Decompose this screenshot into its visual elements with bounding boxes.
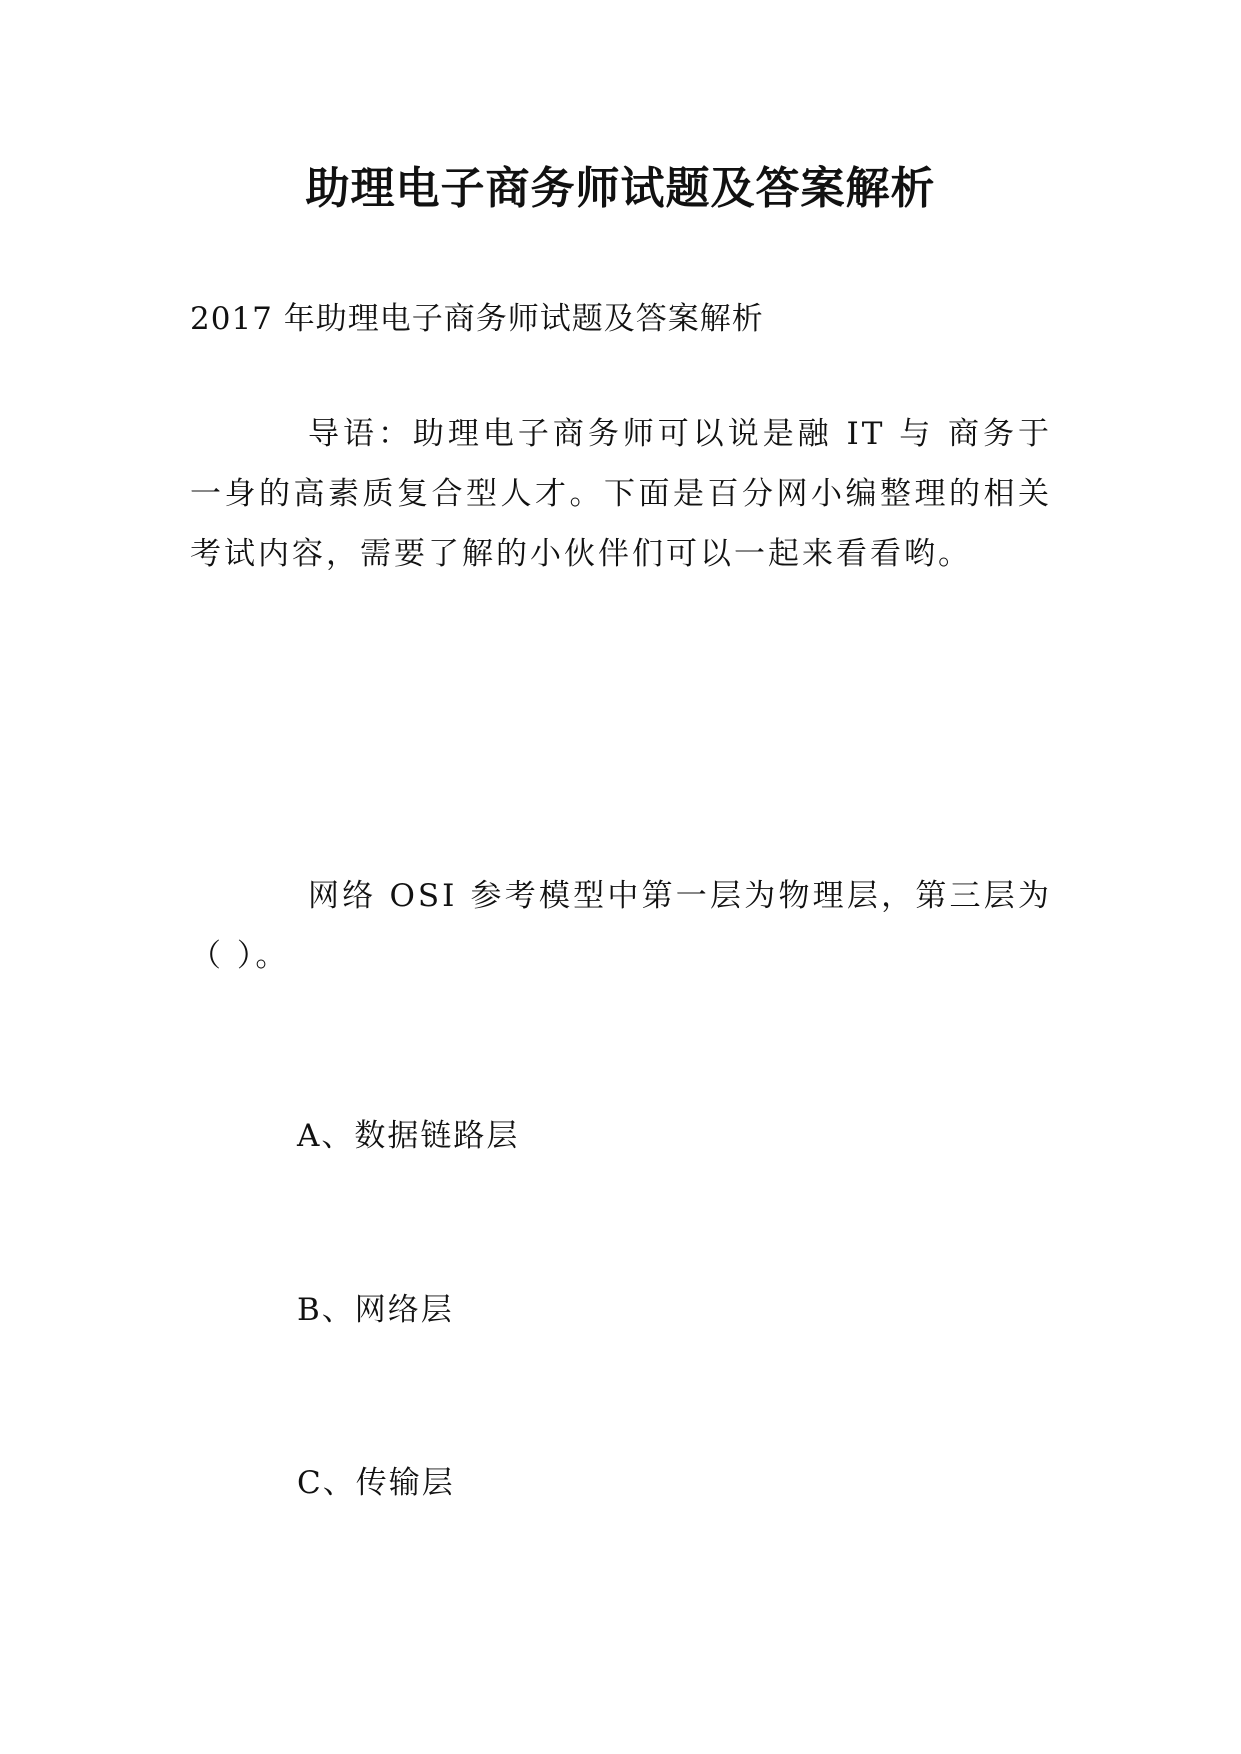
intro-paragraph: 导语：助理电子商务师可以说是融 IT 与 商务于一身的高素质复合型人才。下面是百分网小编整理的相关考试内容，需要了解的小伙伴们可以一起来看看哟。 xyxy=(190,416,1052,572)
document-title: 助理电子商务师试题及答案解析 xyxy=(305,163,936,214)
question-text: 网络 OSI 参考模型中第一层为物理层，第三层为（ ）。 xyxy=(190,878,1052,974)
document-subtitle: 2017 年助理电子商务师试题及答案解析 xyxy=(190,301,764,337)
option-b: B、网络层 xyxy=(297,1292,454,1328)
option-a: A、数据链路层 xyxy=(297,1118,520,1154)
option-c: C、传输层 xyxy=(297,1465,455,1501)
